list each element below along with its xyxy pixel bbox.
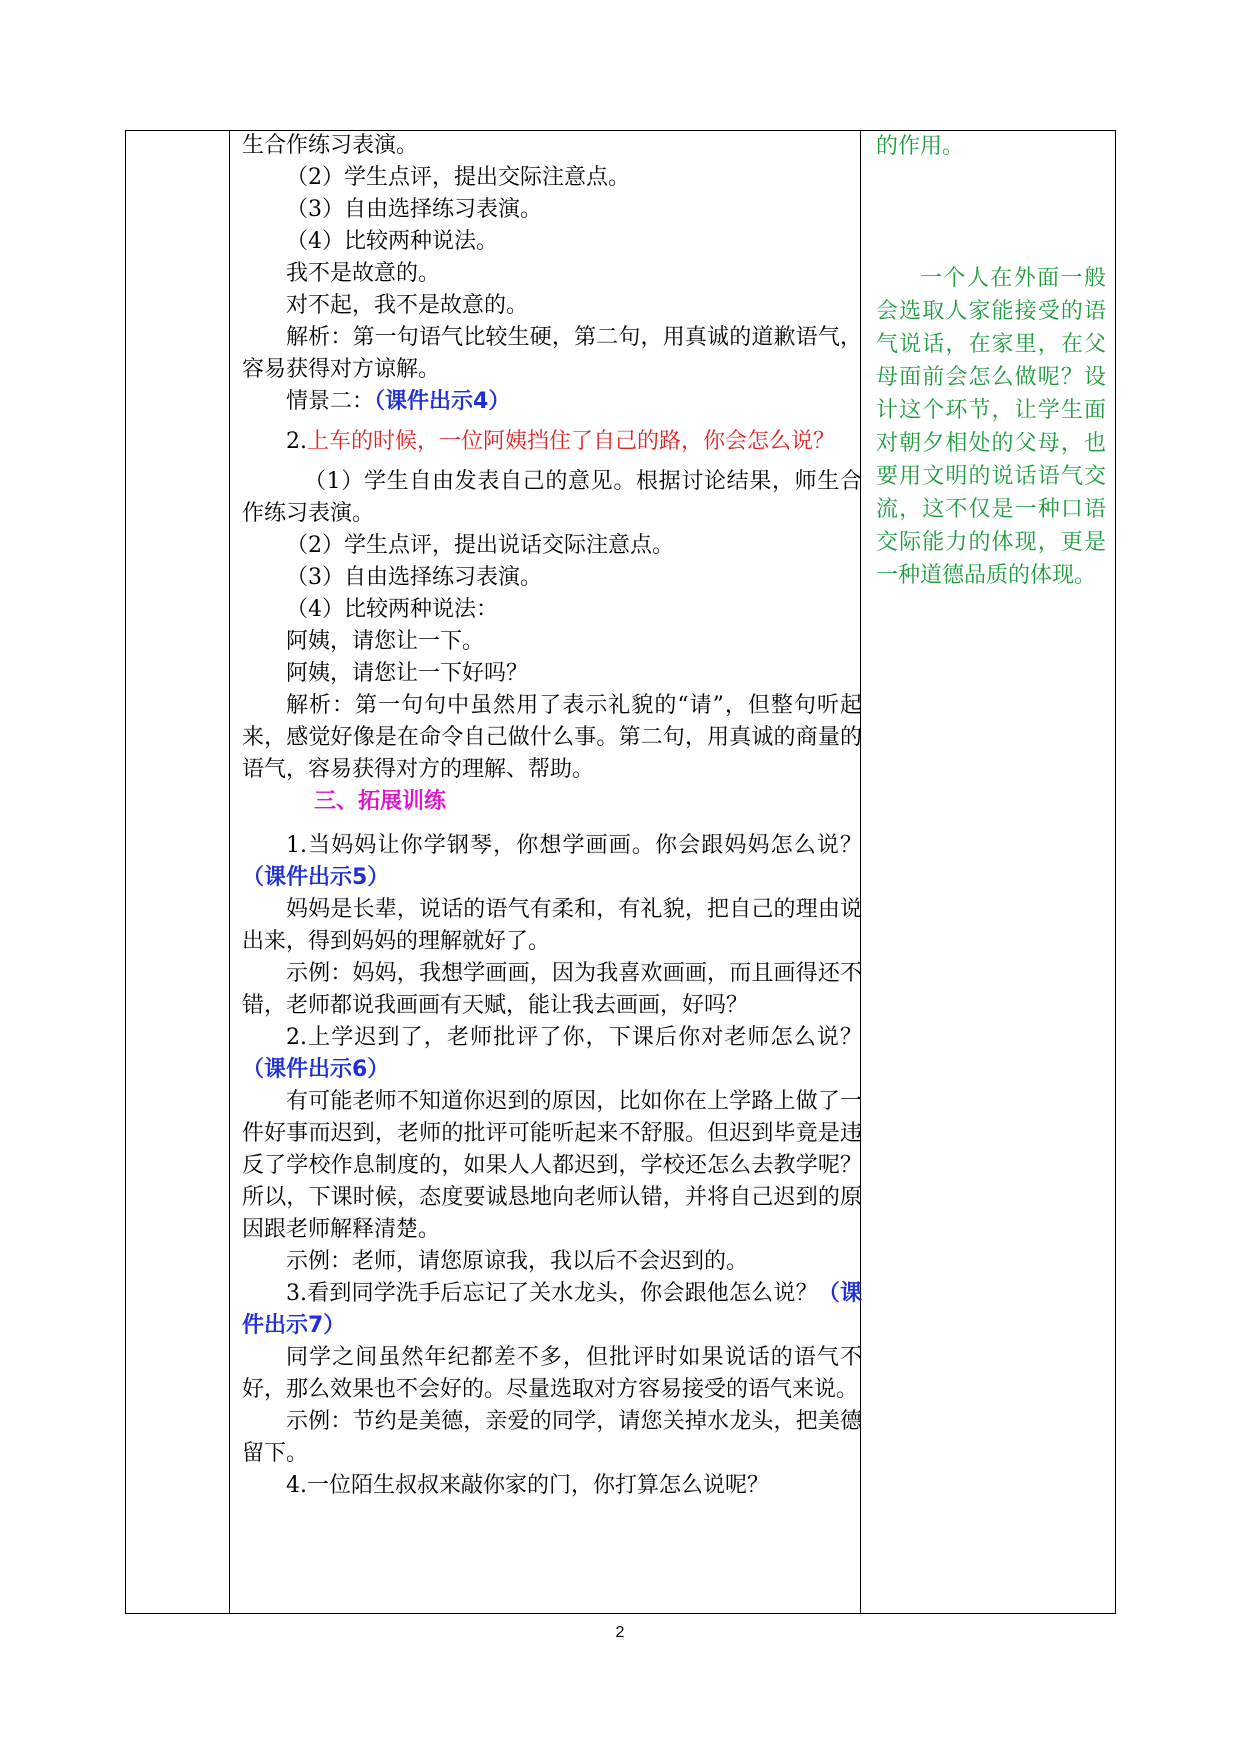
column-divider-left (229, 131, 230, 1613)
answer-paragraph: 有可能老师不知道你迟到的原因，比如你在上学路上做了一件好事而迟到，老师的批评可能听起来不舒服。但迟到毕竟是违反了学校作息制度的，如果人人都迟到，学校还怎么去教学呢？所以，下课时候，态度要诚恳地向老师认错，并将自己迟到的原因跟老师解释清楚。 (242, 1089, 862, 1242)
answer-paragraph: 妈妈是长辈，说话的语气有柔和，有礼貌，把自己的理由说出来，得到妈妈的理解就好了。 (242, 897, 862, 954)
question-paragraph: 3.看到同学洗手后忘记了关水龙头，你会跟他怎么说？（课件出示7） (242, 1281, 862, 1338)
text-line: 生合作练习表演。 (242, 133, 419, 158)
text-line: 阿姨，请您让一下。 (286, 629, 485, 654)
text-line: （3）自由选择练习表演。 (286, 197, 542, 222)
question-paragraph: 1.当妈妈让你学钢琴，你想学画画。你会跟妈妈怎么说？（课件出示5） (242, 833, 862, 890)
lesson-content-column (242, 130, 862, 1502)
example-paragraph: 示例：老师，请您原谅我，我以后不会迟到的。 (286, 1249, 749, 1274)
example-paragraph: 示例：妈妈，我想学画画，因为我喜欢画画，而且画得还不错，老师都说我画画有天赋，能让我去画画，好吗？ (242, 961, 862, 1018)
text-line: （4）比较两种说法。 (286, 229, 498, 254)
text-line: 我不是故意的。 (286, 261, 441, 286)
example-paragraph: 示例：节约是美德，亲爱的同学，请您关掉水龙头，把美德留下。 (242, 1409, 862, 1466)
scene-heading: 情景二：（课件出示4） (286, 389, 511, 414)
question-paragraph: 2.上车的时候，一位阿姨挡住了自己的路，你会怎么说？ (286, 429, 836, 454)
analysis-paragraph: 解析：第一句句中虽然用了表示礼貌的“请”，但整句听起来，感觉好像是在命令自己做什么事。第二句，用真诚的商量的语气，容易获得对方的理解、帮助。 (242, 693, 862, 782)
question-paragraph: 4.一位陌生叔叔来敲你家的门，你打算怎么说呢？ (286, 1473, 769, 1498)
text-line: （2）学生点评，提出交际注意点。 (286, 165, 630, 190)
courseware-ref: （课件出示4） (374, 389, 511, 414)
text-line: 阿姨，请您让一下好吗？ (286, 661, 529, 686)
design-notes-column (876, 130, 1106, 592)
question-paragraph: 2.上学迟到了，老师批评了你，下课后你对老师怎么说？（课件出示6） (242, 1025, 862, 1082)
text-line: （2）学生点评，提出说话交际注意点。 (286, 533, 674, 558)
courseware-ref: （课件出示5） (242, 865, 390, 890)
section-heading: 三、拓展训练 (314, 789, 447, 814)
courseware-ref: （课件出示7） (242, 1281, 862, 1338)
text-line: 对不起，我不是故意的。 (286, 293, 529, 318)
text-line: （4）比较两种说法： (286, 597, 498, 622)
analysis-paragraph: 解析：第一句语气比较生硬，第二句，用真诚的道歉语气，容易获得对方谅解。 (242, 325, 862, 382)
text-line: （1）学生自由发表自己的意见。根据讨论结果，师生合作练习表演。 (242, 469, 862, 526)
question-text: 上车的时候，一位阿姨挡住了自己的路，你会怎么说？ (307, 429, 836, 454)
text-line: （3）自由选择练习表演。 (286, 565, 542, 590)
page-number: 2 (615, 1624, 625, 1641)
note-text: 一个人在外面一般会选取人家能接受的语气说话，在家里，在父母面前会怎么做呢？设计这个环节，让学生面对朝夕相处的父母，也要用文明的说话语气交流，这不仅是一种口语交际能力的体现，更是一种道德品质的体现。 (876, 266, 1106, 588)
courseware-ref: （课件出示6） (242, 1057, 390, 1082)
note-text: 的作用。 (876, 134, 965, 159)
answer-paragraph: 同学之间虽然年纪都差不多，但批评时如果说话的语气不好，那么效果也不会好的。尽量选取对方容易接受的语气来说。 (242, 1345, 862, 1402)
